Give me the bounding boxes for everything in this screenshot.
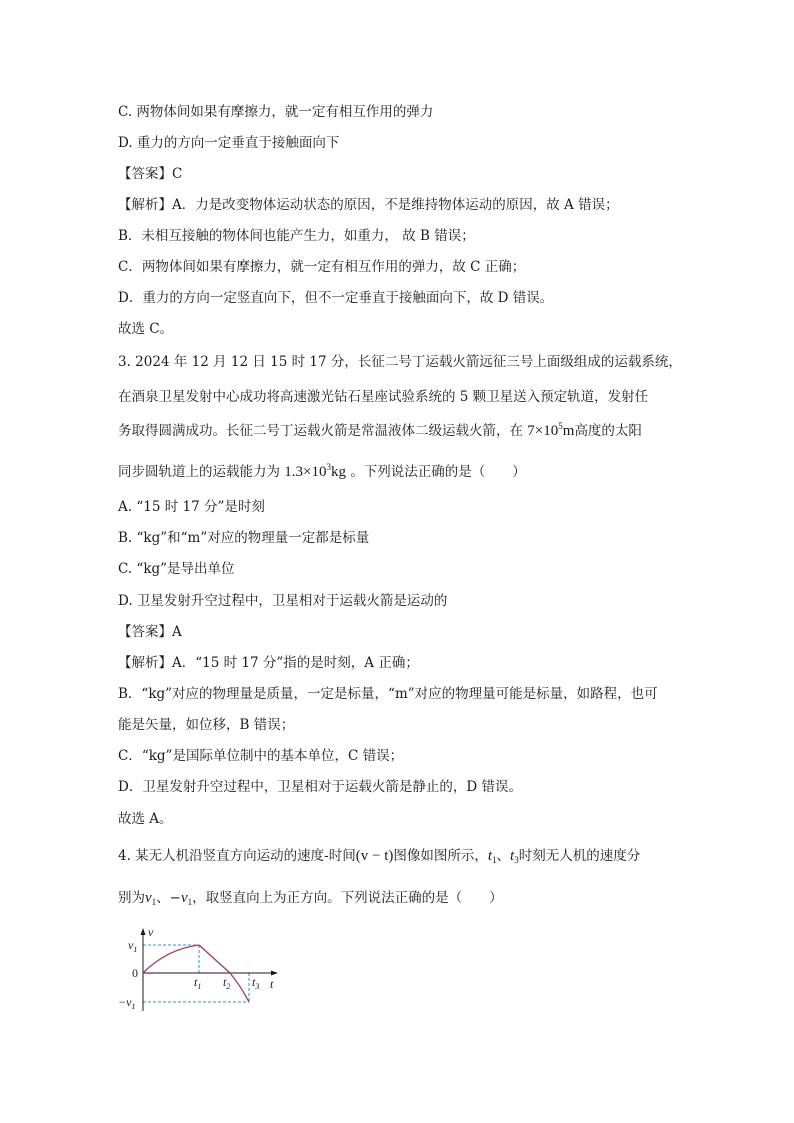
q3-capacity-value: $1.3\times 10^3kg$ bbox=[284, 462, 347, 480]
neg-v1-label: $-v_1$ bbox=[118, 995, 136, 1011]
q3-analysis-d: D．卫星发射升空过程中，卫星相对于运载火箭是静止的，D 错误。 bbox=[118, 779, 522, 795]
q3-conclusion: 故选 A。 bbox=[118, 811, 173, 827]
q3-stem-line-3 bbox=[118, 421, 642, 441]
q4-v1-symbol: $v_1$ bbox=[145, 890, 157, 907]
answer-tag: 【答案】 bbox=[118, 624, 172, 640]
q2-analysis-d: D．重力的方向一定竖直向下，但不一定垂直于接触面向下，故 D 错误。 bbox=[118, 290, 554, 306]
t-axis-label: t bbox=[270, 977, 274, 991]
v-axis-label: v bbox=[148, 925, 154, 939]
q3-stem-line-1: 3. 2024 年 12 月 12 日 15 时 17 分，长征二号丁运载火箭远征三号上面级组成的运载系统， bbox=[118, 354, 682, 370]
q3-analysis-a bbox=[118, 653, 419, 673]
q2-analysis-c: C．两物体间如果有摩擦力，就一定有相互作用的弹力，故 C 正确； bbox=[118, 259, 526, 275]
analysis-tag: 【解析】 bbox=[118, 197, 172, 213]
q3-answer bbox=[118, 622, 182, 642]
q4-neg-v1-symbol: $v_1$ bbox=[180, 890, 193, 907]
q3-height-value: $7\times 10^5m$ bbox=[527, 421, 575, 439]
curve-accelerating-segment bbox=[143, 945, 199, 973]
q3-stem-line-4 bbox=[118, 462, 526, 482]
q2-conclusion: 故选 C。 bbox=[118, 321, 174, 337]
q4-stem-text-end: 时刻无人机的速度分 bbox=[518, 848, 641, 864]
q4-stem-line-2: 别为$v_1$、$-v_1$，取竖直向上为正方向。下列说法正确的是（ ） bbox=[118, 890, 503, 907]
q2-option-c: C. 两物体间如果有摩擦力，就一定有相互作用的弹力 bbox=[118, 104, 434, 120]
q4-stem-text-mid: 图像如图所示， bbox=[393, 848, 488, 864]
q4-t1-symbol: $t_1$ bbox=[487, 848, 497, 865]
q2-answer bbox=[118, 164, 182, 184]
analysis-text: A．力是改变物体运动状态的原因，不是维持物体运动的原因，故 A 错误； bbox=[172, 197, 619, 213]
analysis-text: A．“15 时 17 分”指的是时刻，A 正确； bbox=[172, 655, 419, 671]
q4-vt-notation: (v − t) bbox=[355, 848, 394, 864]
q4-stem-text: 4. 某无人机沿竖直方向运动的速度-时间 bbox=[118, 848, 356, 864]
q3-option-d: D. 卫星发射升空过程中，卫星相对于运载火箭是运动的 bbox=[118, 593, 448, 609]
q3-stem-line-2: 在酒泉卫星发射中心成功将高速激光钻石星座试验系统的 5 颗卫星送入预定轨道，发射任 bbox=[118, 389, 649, 405]
curve-descending-segment bbox=[230, 973, 249, 1002]
q3-option-c: C. “kg”是导出单位 bbox=[118, 561, 235, 577]
q3-option-a: A. “15 时 17 分”是时刻 bbox=[118, 499, 265, 515]
analysis-tag: 【解析】 bbox=[118, 655, 172, 671]
q3-analysis-c: C．“kg”是国际单位制中的基本单位，C 错误； bbox=[118, 748, 404, 764]
q3-stem-text: 务取得圆满成功。长征二号丁运载火箭是常温液体二级运载火箭，在 bbox=[118, 423, 523, 439]
answer-tag: 【答案】 bbox=[118, 166, 172, 182]
q3-stem-text: 同步圆轨道上的运载能力为 bbox=[118, 464, 280, 480]
q3-analysis-b-1: B．“kg”对应的物理量是质量，一定是标量，“m”对应的物理量可能是标量，如路程，也可 bbox=[118, 686, 658, 702]
q3-option-b: B. “kg”和“m”对应的物理量一定都是标量 bbox=[118, 530, 370, 546]
q2-analysis-b: B．未相互接触的物体间也能产生力，如重力， 故 B 错误； bbox=[118, 228, 475, 244]
q2-analysis-a bbox=[118, 195, 619, 215]
vt-graph bbox=[112, 925, 287, 1020]
q4-stem-text-end: ，取竖直向上为正方向。下列说法正确的是（ ） bbox=[192, 890, 503, 906]
q4-t3-symbol: $t_3$ bbox=[510, 848, 519, 865]
v-axis-arrow bbox=[141, 928, 146, 935]
t1-label: $t_1$ bbox=[194, 975, 202, 991]
t2-label: $t_2$ bbox=[223, 975, 231, 991]
v1-label: $v_1$ bbox=[128, 938, 138, 954]
t3-label: $t_3$ bbox=[252, 975, 260, 991]
q3-stem-text-end: 。下列说法正确的是（ ） bbox=[350, 464, 526, 480]
t-axis-arrow bbox=[271, 971, 278, 976]
q2-option-d: D. 重力的方向一定垂直于接触面向下 bbox=[118, 135, 340, 151]
origin-label: 0 bbox=[132, 966, 138, 980]
curve-linear-segment bbox=[199, 945, 230, 973]
q3-analysis-b-2: 能是矢量，如位移，B 错误； bbox=[118, 717, 295, 733]
answer-value: C bbox=[172, 166, 183, 182]
q3-stem-text-end: 高度的太阳 bbox=[574, 423, 642, 439]
q4-stem-line-1: 4. 某无人机沿竖直方向运动的速度-时间(v − t)图像如图所示，$t_1$、$t_3$时刻无人机的速度分 bbox=[118, 848, 641, 865]
answer-value: A bbox=[172, 624, 182, 640]
